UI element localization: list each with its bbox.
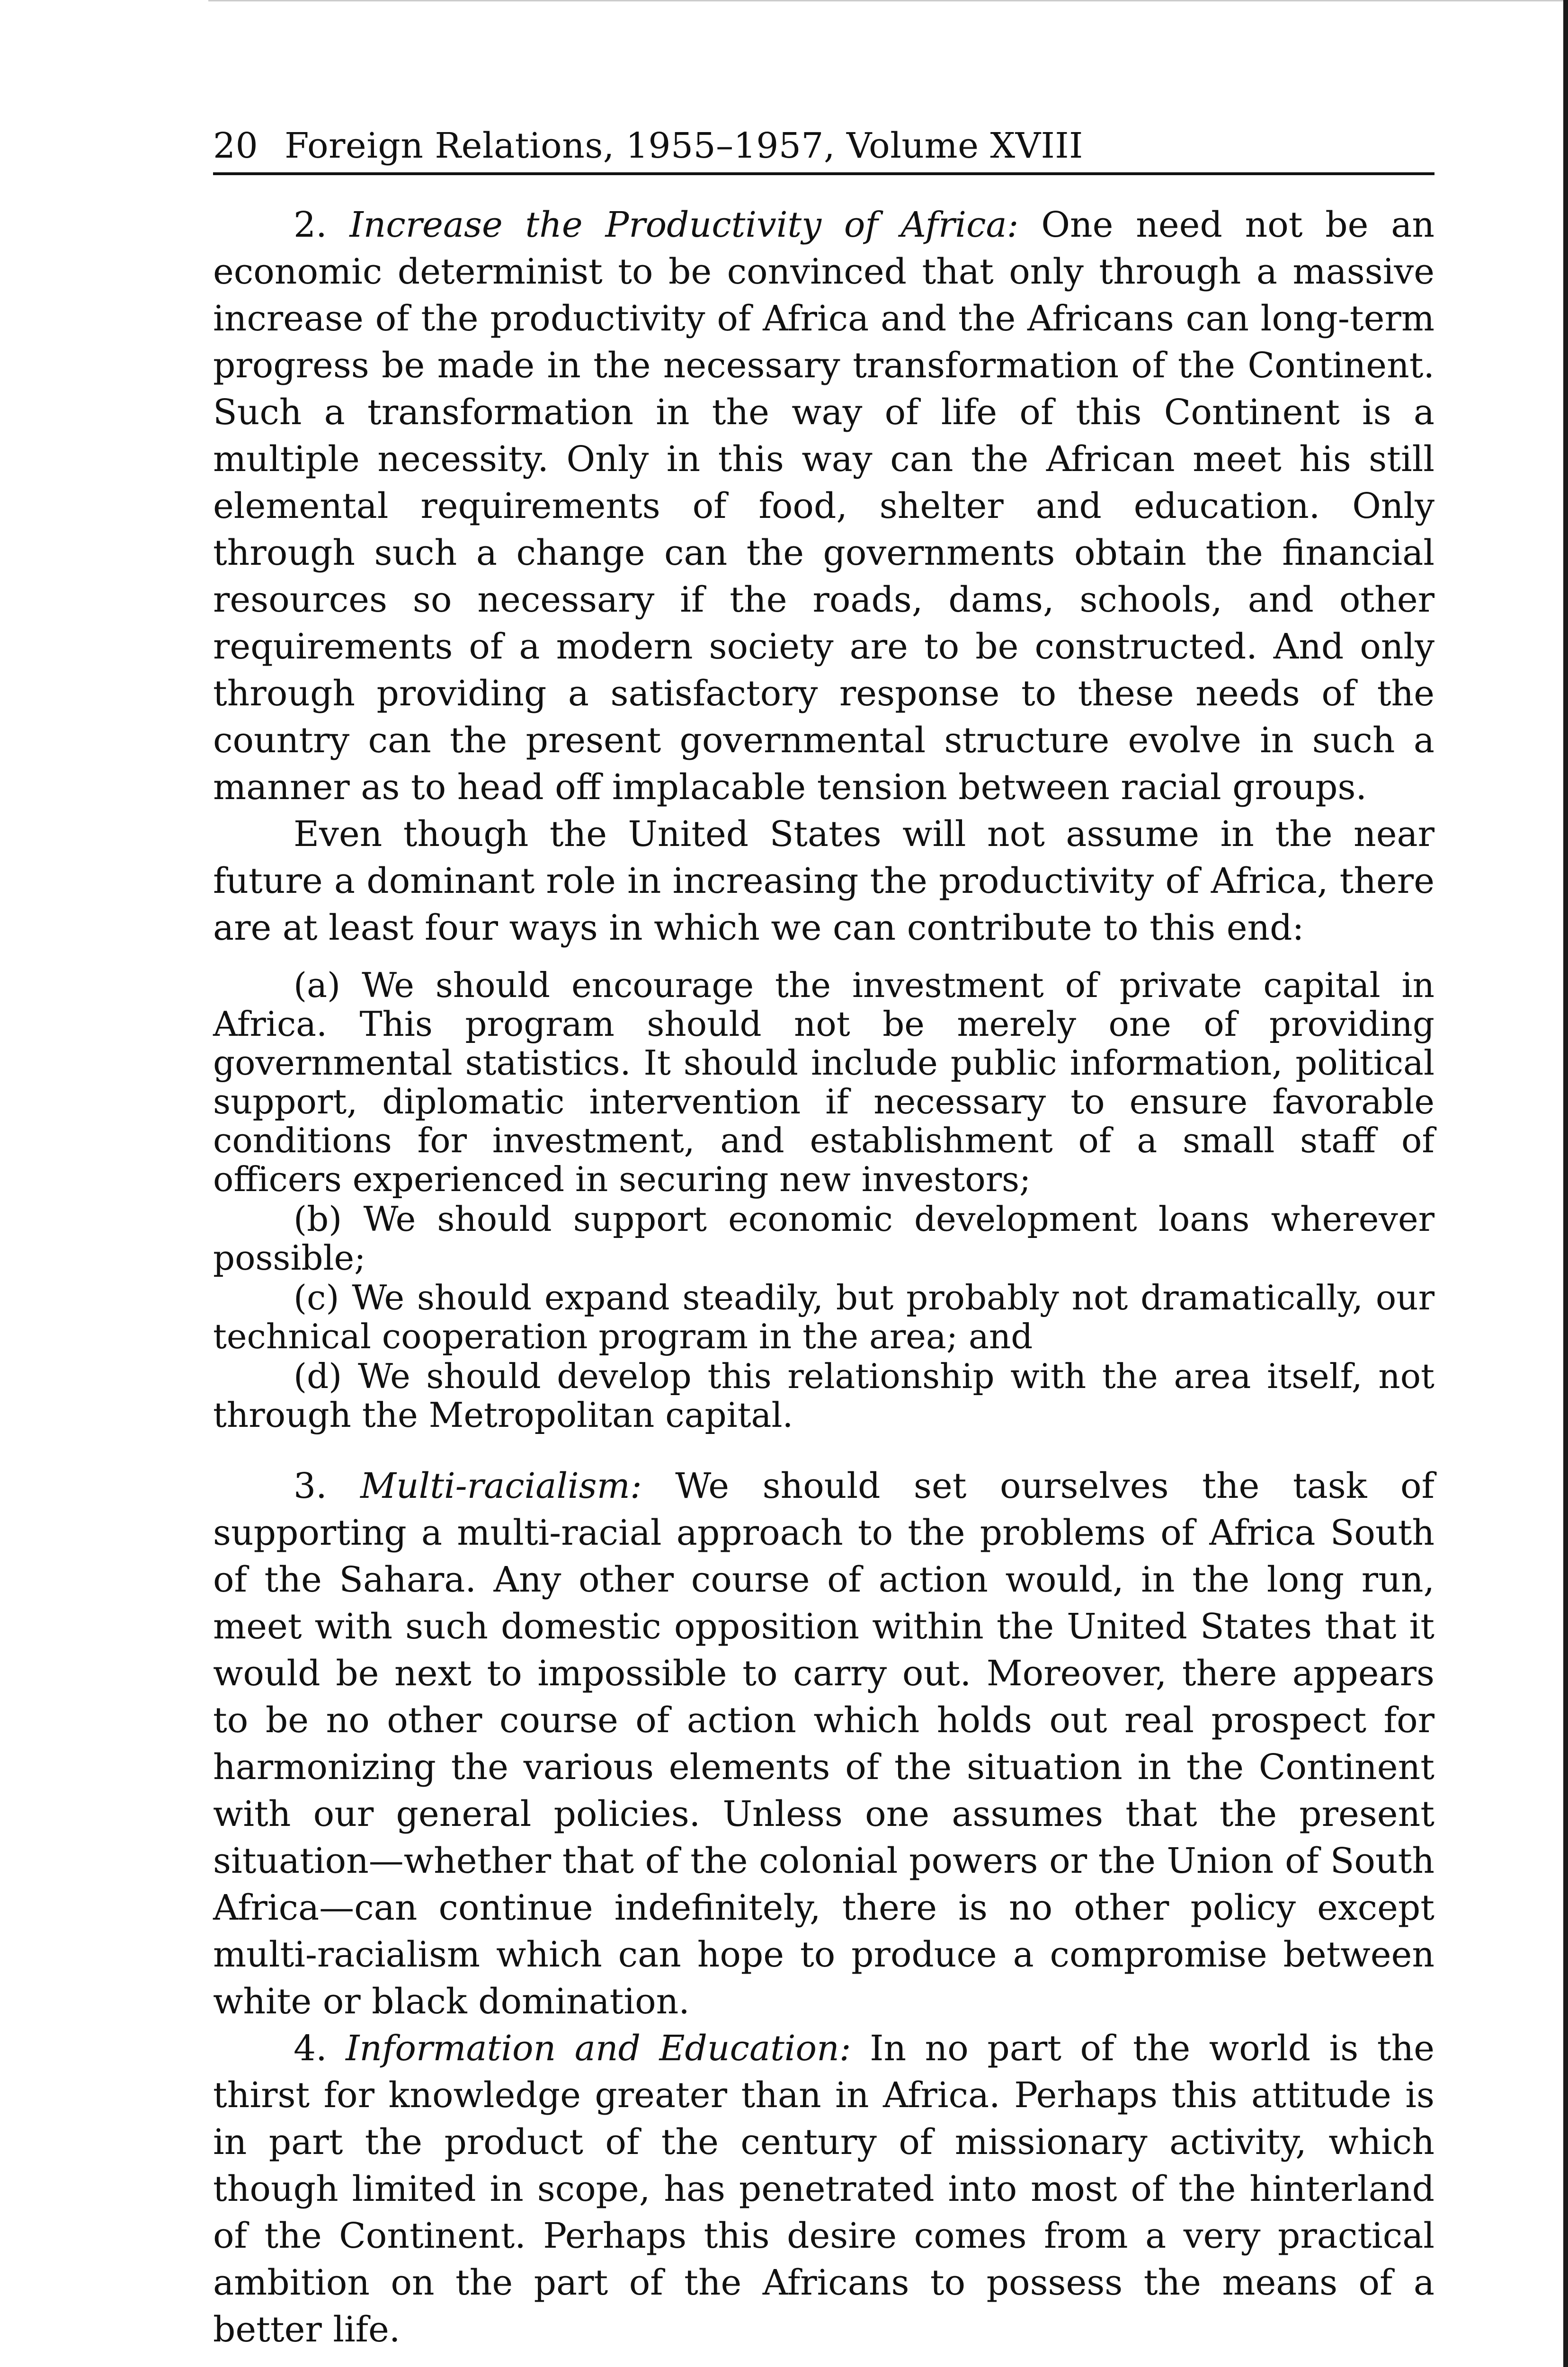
- list-item-b: (b) We should support economic development loans wherever possible;: [213, 1199, 1434, 1278]
- scan-right-edge: [1563, 0, 1568, 2367]
- section-number: 2.: [294, 205, 327, 245]
- section-information-paragraph: [213, 2025, 1434, 2353]
- section-title: Multi-racialism:: [360, 1466, 642, 1506]
- list-item-c: (c) We should expand steadily, but probably not dramatically, our technical cooperation program in the area; and: [213, 1278, 1434, 1356]
- page-number: 20: [213, 125, 258, 166]
- document-body: [213, 202, 1434, 2353]
- running-title: Foreign Relations, 1955–1957, Volume XVIII: [285, 125, 1083, 166]
- section-multiracialism-paragraph: [213, 1463, 1434, 2025]
- section-text: In no part of the world is the thirst for knowledge greater than in Africa. Perhaps this attitude is in part the product of the century of missionary activity, which though limited in scope, has penetrated into most of the hinterland of the Continent. Perhaps this desire comes from a very practical ambition on the part of the Africans to possess the means of a better life.: [213, 2028, 1434, 2350]
- section-text: One need not be an economic determinist to be convinced that only through a massive increase of the productivity of Africa and the Africans can long-term progress be made in the necessary transformation of the Continent. Such a transformation in the way of life of this Continent is a multiple necessity. Only in this way can the African meet his still elemental requirements of food, shelter and education. Only through such a change can the governments obtain the financial resources so necessary if the roads, dams, schools, and other requirements of a modern society are to be constructed. And only through providing a satisfactory response to these needs of the country can the present governmental structure evolve in such a manner as to head off implacable tension between racial groups.: [213, 205, 1434, 808]
- section-number: 4.: [294, 2028, 327, 2069]
- document-page: [213, 123, 1434, 2367]
- scan-top-edge: [208, 0, 1567, 1]
- section-title: Increase the Productivity of Africa:: [349, 205, 1019, 245]
- section-text: We should set ourselves the task of supporting a multi-racial approach to the problems of Africa South of the Sahara. Any other course of action would, in the long run, meet with such domestic opposition within the United States that it would be next to impossible to carry out. Moreover, there appears to be no other course of action which holds out real prospect for harmonizing the various elements of the situation in the Continent with our general policies. Unless one assumes that the present situation—whether that of the colonial powers or the Union of South Africa—can continue indefinitely, there is no other policy except multi-racialism which can hope to produce a compromise between white or black domination.: [213, 1466, 1434, 2022]
- productivity-ways-paragraph: Even though the United States will not assume in the near future a dominant role in increasing the productivity of Africa, there are at least four ways in which we can contribute to this end:: [213, 814, 1434, 948]
- list-item-d: (d) We should develop this relationship with the area itself, not through the Metropolitan capital.: [213, 1356, 1434, 1435]
- section-title: Information and Education:: [346, 2028, 851, 2069]
- running-header: [213, 123, 1434, 175]
- section-number: 3.: [294, 1466, 327, 1506]
- section-productivity-paragraph: [213, 202, 1434, 811]
- list-item-a: (a) We should encourage the investment of private capital in Africa. This program should not be merely one of providing governmental statistics. It should include public information, political support, diplomatic intervention if necessary to ensure favorable conditions for investment, and establishment of a small staff of officers experienced in securing new investors;: [213, 965, 1434, 1199]
- productivity-ways-list: [213, 966, 1434, 1434]
